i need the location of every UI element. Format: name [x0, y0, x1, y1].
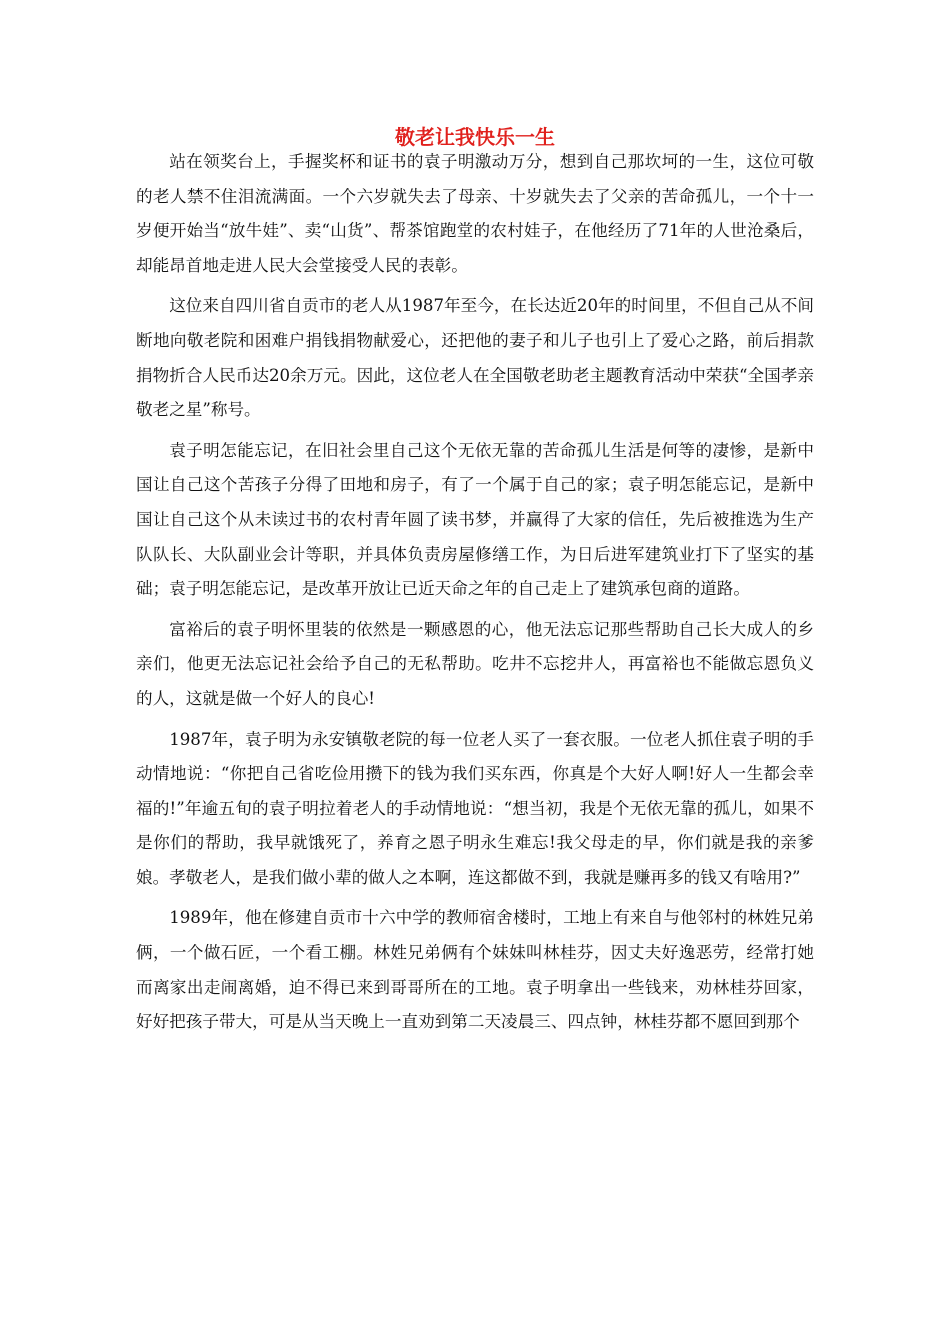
document-body [136, 145, 814, 1046]
document-title: 敬老让我快乐一生 [395, 125, 555, 149]
paragraph: 1987年，袁子明为永安镇敬老院的每一位老人买了一套衣服。一位老人抓住袁子明的手动情地说：“你把自己省吃俭用攒下的钱为我们买东西，你真是个大好人啊!好人一生都会幸福的!”年逾五旬的袁子明拉着老人的手动情地说：“想当初，我是个无依无靠的孤儿，如果不是你们的帮助，我早就饿死了，养育之恩子明永生难忘!我父母走的早，你们就是我的亲爹娘。孝敬老人，是我们做小辈的做人之本啊，连这都做不到，我就是赚再多的钱又有啥用?” [136, 729, 814, 887]
paragraph: 站在领奖台上，手握奖杯和证书的袁子明激动万分，想到自己那坎坷的一生，这位可敬的老人禁不住泪流满面。一个六岁就失去了母亲、十岁就失去了父亲的苦命孤儿，一个十一岁便开始当“放牛娃”、卖“山货”、帮茶馆跑堂的农村娃子，在他经历了71年的人世沧桑后，却能昂首地走进人民大会堂接受人民的表彰。 [136, 152, 814, 275]
paragraph: 富裕后的袁子明怀里装的依然是一颗感恩的心，他无法忘记那些帮助自己长大成人的乡亲们，他更无法忘记社会给予自己的无私帮助。吃井不忘挖井人，再富裕也不能做忘恩负义的人，这就是做一个好人的良心! [136, 619, 814, 708]
paragraph: 1989年，他在修建自贡市十六中学的教师宿舍楼时，工地上有来自与他邻村的林姓兄弟俩，一个做石匠，一个看工棚。林姓兄弟俩有个妹妹叫林桂芬，因丈夫好逸恶劳，经常打她而离家出走闹离婚，迫不得已来到哥哥所在的工地。袁子明拿出一些钱来，劝林桂芬回家，好好把孩子带大，可是从当天晚上一直劝到第二天凌晨三、四点钟，林桂芬都不愿回到那个 [136, 908, 814, 1032]
paragraph: 袁子明怎能忘记，在旧社会里自己这个无依无靠的苦命孤儿生活是何等的凄惨，是新中国让自己这个苦孩子分得了田地和房子，有了一个属于自己的家；袁子明怎能忘记，是新中国让自己这个从未读过书的农村青年圆了读书梦，并赢得了大家的信任，先后被推选为生产队队长、大队副业会计等职，并具体负责房屋修缮工作，为日后进军建筑业打下了坚实的基础；袁子明怎能忘记，是改革开放让已近天命之年的自己走上了建筑承包商的道路。 [136, 440, 814, 599]
paragraph: 这位来自四川省自贡市的老人从1987年至今，在长达近20年的时间里，不但自己从不间断地向敬老院和困难户捐钱捐物献爱心，还把他的妻子和儿子也引上了爱心之路，前后捐款捐物折合人民币达20余万元。因此，这位老人在全国敬老助老主题教育活动中荣获“全国孝亲敬老之星”称号。 [136, 296, 814, 420]
